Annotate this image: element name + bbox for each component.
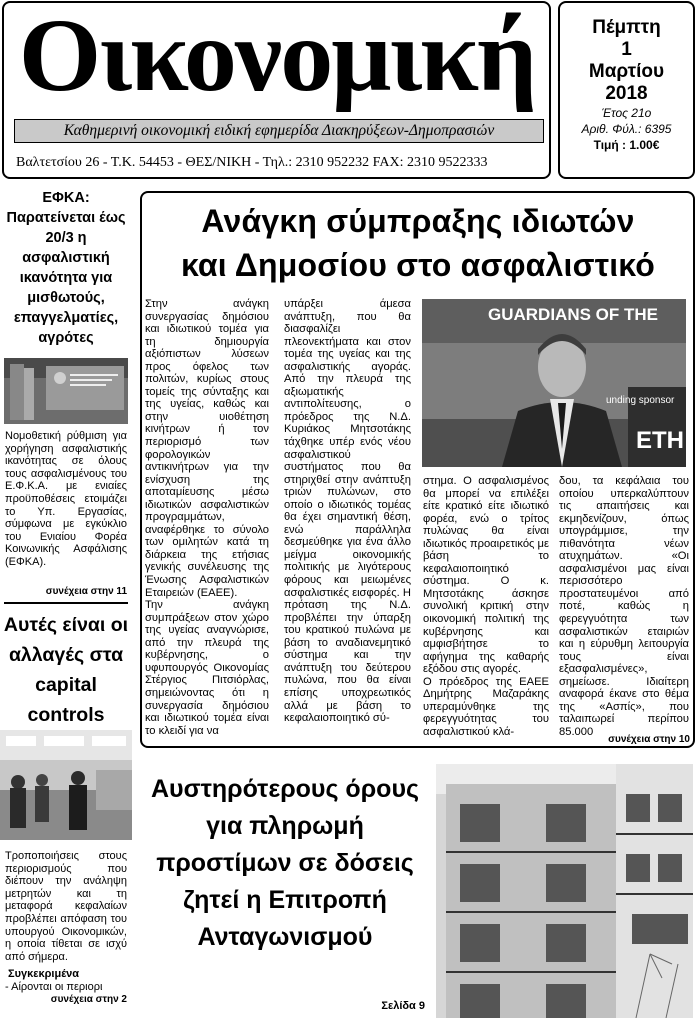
price: Τιμή : 1.00€ bbox=[593, 138, 660, 152]
second-story bbox=[140, 757, 430, 1017]
capital-controls-body: Τροποποιήσεις στους περιορισμούς που διέπουν την ανάληψη μετρητών και τη μεταφορά κεφαλαίων προβλέπει απόφαση του υπουργού Οικονομικών, η οποία τίθεται σε ισχύ από σήμερα. bbox=[5, 850, 127, 963]
building-graphic bbox=[436, 764, 693, 1018]
building-photo bbox=[436, 764, 693, 1018]
photo-logo-text: ETH bbox=[636, 427, 684, 454]
lead-column-4: δου, τα κεφάλαια του οποίου υπερκαλύπτουν τις απαιτήσεις και εκμηδενίζουν, όπως υπογράμμισε, την πιθανότητα νέων ατυχημάτων. «Οι ασφαλισμένοι μας είναι περισσότερο προστατευμένοι από ποτέ, καθώς η φερεγγυότητα των ασφαλιστικών εταιριών και η εύρυθμη λειτουργία τους είναι εξασφαλισμένες», σημείωσε. Ιδιαίτερη αναφορά έκανε στο θέμα της «Ασπίς», που ταλαιπωρεί περίπου 85.000 bbox=[559, 475, 689, 738]
second-headline: Αυστηρότερους όρους για πληρωμή προστίμων σε δόσεις ζητεί η Επιτροπή Ανταγωνισμού bbox=[151, 775, 419, 951]
weekday: Πέμπτη bbox=[592, 17, 661, 38]
newspaper-address: Βαλτετσίου 26 - Τ.Κ. 54453 - ΘΕΣ/ΝΙΚΗ - Τηλ.: 2310 952232 FAX: 2310 9522333 bbox=[16, 155, 488, 170]
photo-sponsor-text: unding sponsor bbox=[606, 395, 675, 406]
newspaper-subtitle: Καθημερινή οικονομική ειδική εφημερίδα Διακηρύξεων-Δημοπρασιών bbox=[14, 119, 544, 143]
efka-continuation: συνέχεια στην 11 bbox=[45, 586, 127, 597]
efka-headline: ΕΦΚΑ: Παρατείνεται έως 20/3 η ασφαλιστική ικανότητα για μισθωτούς, επαγγελματίες, αγρότες bbox=[6, 190, 126, 346]
newspaper-title: Οικονομική bbox=[18, 0, 536, 113]
lead-column-3: στημα. Ο ασφαλισμένος θα μπορεί να επιλέξει είτε κρατικό είτε ιδιωτικό φορέα, ενώ ο τρίτος πυλώνας θα είναι ιδιωτικός προαιρετικός με βάση το κεφαλαιοποιητικό σύστημα. Ο κ. Μητσοτάκης άσκησε συνολική κριτική στην οικονομική πολιτική της κυβέρνησης και αμφισβήτησε το αφήγημα της καθαρής εξόδου στις αγορές. Ο πρόεδρος της ΕΑΕΕ Δημήτρης Μαζαράκης υπεραμύνθηκε της φερεγγυότητας του ασφαλιστικού κλά- bbox=[423, 475, 549, 738]
year: 2018 bbox=[605, 83, 648, 104]
page-reference: Σελίδα 9 bbox=[381, 1000, 425, 1012]
lead-headline bbox=[148, 199, 688, 287]
photo-banner-text: GUARDIANS OF THE bbox=[488, 305, 658, 324]
issue-number: Αριθ. Φύλ.: 6395 bbox=[581, 122, 672, 136]
lead-headline-line1: Ανάγκη σύμπραξης ιδιωτών bbox=[201, 203, 635, 239]
bank-photo bbox=[0, 730, 132, 840]
lead-headline-line2: και Δημοσίου στο ασφαλιστικό bbox=[180, 247, 656, 283]
month: Μαρτίου bbox=[588, 61, 665, 82]
lead-photo bbox=[422, 299, 686, 467]
masthead bbox=[2, 1, 551, 179]
lead-column-2: υπάρξει άμεσα ανάπτυξη, που θα διασφαλίζει πλεονεκτήματα και στον τομέα της υγείας και της ασφαλιστικής αγοράς. Από την πλευρά της αξιωματικής αντιπολίτευσης, ο πρόεδρος της Ν.Δ. Κυριάκος Μητσοτάκης τάχθηκε υπέρ ενός νέου ασφαλιστικού συστήματος που θα στηριχθεί στην ανάπτυξη τριών πυλώνων, στο οποίο ο ιδιωτικός τομέας θα έχει σημαντική θέση, ενώ παράλληλα δεσμεύθηκε για ένα άλλο μείγμα οικονομικής πολιτικής με λιγότερους φόρους και μειωμένες ασφαλιστικές εισφορές. Η πρόταση της Ν.Δ. προβλέπει την ύπαρξη του κρατικού πυλώνα με βάση το αναδιανεμητικό σύστημα και την ανάπτυξη του δεύτερου πυλώνα, που θα είναι επίσης υποχρεωτικός αλλά με βάση το κεφαλαιοποιητικό σύ- bbox=[284, 298, 411, 725]
capital-controls-continuation: συνέχεια στην 2 bbox=[50, 994, 127, 1005]
volume: Έτος 21ο bbox=[601, 106, 652, 120]
lead-column-1: Στην ανάγκη συνεργασίας δημόσιου και ιδιωτικού τομέα για τη δημιουργία αξιόπιστων λύσεων προς όφελος των πολιτών, κυρίως στους τομείς της σύνταξης και της υγείας, καθώς και στην υιοθέτηση κινήτρων ή τον περιορισμό των φορολογικών αντικινήτρων για την ενίσχυση της αποταμίευσης μέσω ιδιωτικών ασφαλιστικών προγραμμάτων, αναφέρθηκε το σύνολο των ομιλητών κατά τη διάρκεια της ετήσιας γενικής συνέλευσης της Ένωσης Ασφαλιστικών Εταιρειών (ΕΑΕΕ). Την ανάγκη συμπράξεων στον χώρο της υγείας αναγνώρισε, από την πλευρά της κυβέρνησης, ο υφυπουργός Οικονομίας Στέργιος Πιτσιόρλας, σημειώνοντας ότι η συνεργασία δημόσιου και ιδιωτικού τομέα είναι το κλειδί για να bbox=[145, 298, 269, 737]
efka-photo bbox=[4, 358, 128, 424]
capital-controls-sub: Συγκεκριμένα bbox=[8, 968, 80, 980]
day: 1 bbox=[621, 39, 632, 60]
divider bbox=[4, 602, 128, 604]
capital-controls-headline: Αυτές είναι οι αλλαγές στα capital controls bbox=[3, 614, 129, 726]
left-column bbox=[0, 186, 133, 1022]
date-box bbox=[558, 1, 695, 179]
efka-body: Νομοθετική ρύθμιση για χορήγηση ασφαλιστικής ικανότητας σε όλους τους ασφαλισμένους του Ε.Φ.Κ.Α. με ενιαίες προϋποθέσεις ετοιμάζει το Υπ. Εργασίας, σύμφωνα με εγκύκλιο του Ενιαίου Φορέα Κοινωνικής Ασφάλισης (ΕΦΚΑ). bbox=[5, 430, 127, 568]
capital-controls-bullet: - Αίρονται οι περιορι bbox=[5, 981, 103, 993]
lead-continuation: συνέχεια στην 10 bbox=[608, 734, 690, 745]
